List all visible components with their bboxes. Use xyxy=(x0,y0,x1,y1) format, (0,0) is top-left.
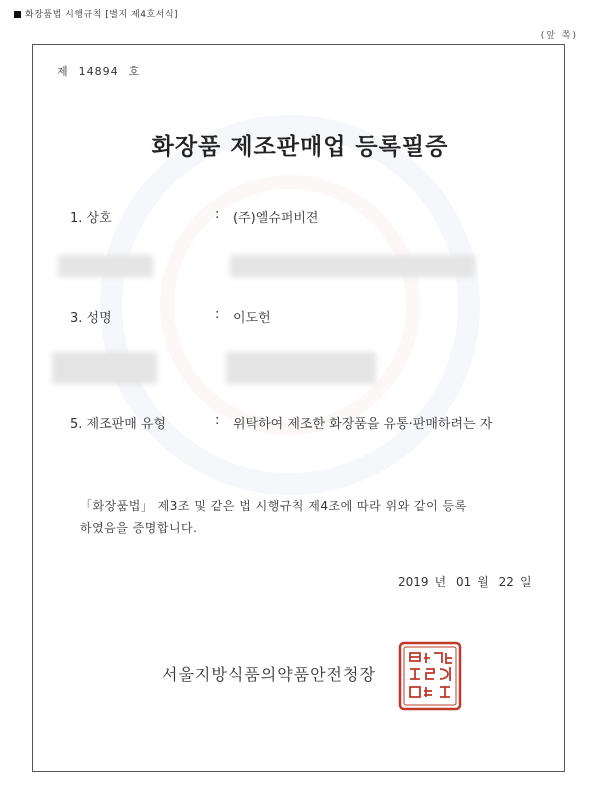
item-separator: : xyxy=(215,413,220,428)
number-prefix: 제 xyxy=(57,65,69,78)
item-label: 5. 제조판매 유형 xyxy=(70,417,167,432)
certification-statement xyxy=(80,495,540,539)
item-label: 1. 상호 xyxy=(70,211,112,226)
item-label: 3. 성명 xyxy=(70,311,112,326)
number-value: 14894 xyxy=(78,65,119,78)
item-value: (주)엘슈퍼비젼 xyxy=(233,211,319,226)
item-trade-name xyxy=(70,207,319,226)
issue-date xyxy=(398,573,538,590)
item-business-type xyxy=(70,413,492,432)
item-value: 이도헌 xyxy=(233,311,271,326)
date-month: 01 xyxy=(455,575,472,589)
item-value: 위탁하여 제조한 화장품을 유통·판매하려는 자 xyxy=(233,417,493,432)
square-bullet-icon xyxy=(14,11,21,18)
certificate-number xyxy=(57,63,150,79)
redacted-value-2 xyxy=(230,255,475,277)
date-year: 2019 xyxy=(398,575,429,589)
item-separator: : xyxy=(215,307,220,322)
date-day-unit: 일 xyxy=(519,575,532,589)
statement-line-1: 「화장품법」 제3조 및 같은 법 시행규칙 제4조에 따라 위와 같이 등록 xyxy=(80,499,467,513)
item-separator: : xyxy=(215,207,220,222)
issuer-name: 서울지방식품의약품안전청장 xyxy=(162,665,376,684)
date-day: 22 xyxy=(498,575,514,589)
form-reference xyxy=(14,7,178,20)
redacted-label-2 xyxy=(58,255,153,277)
redacted-value-4 xyxy=(226,352,376,384)
page-side-label: (앞 쪽) xyxy=(540,31,578,41)
number-suffix: 호 xyxy=(128,65,141,78)
date-year-unit: 년 xyxy=(434,575,447,589)
official-seal-stamp xyxy=(398,641,462,711)
statement-line-2: 하였음을 증명합니다. xyxy=(80,521,198,535)
certificate-title: 화장품 제조판매업 등록필증 xyxy=(151,134,449,160)
redacted-label-4 xyxy=(52,352,157,384)
form-reference-text: 화장품법 시행규칙 [별지 제4호서식] xyxy=(25,10,179,20)
date-month-unit: 월 xyxy=(477,575,489,589)
item-name xyxy=(70,307,271,326)
